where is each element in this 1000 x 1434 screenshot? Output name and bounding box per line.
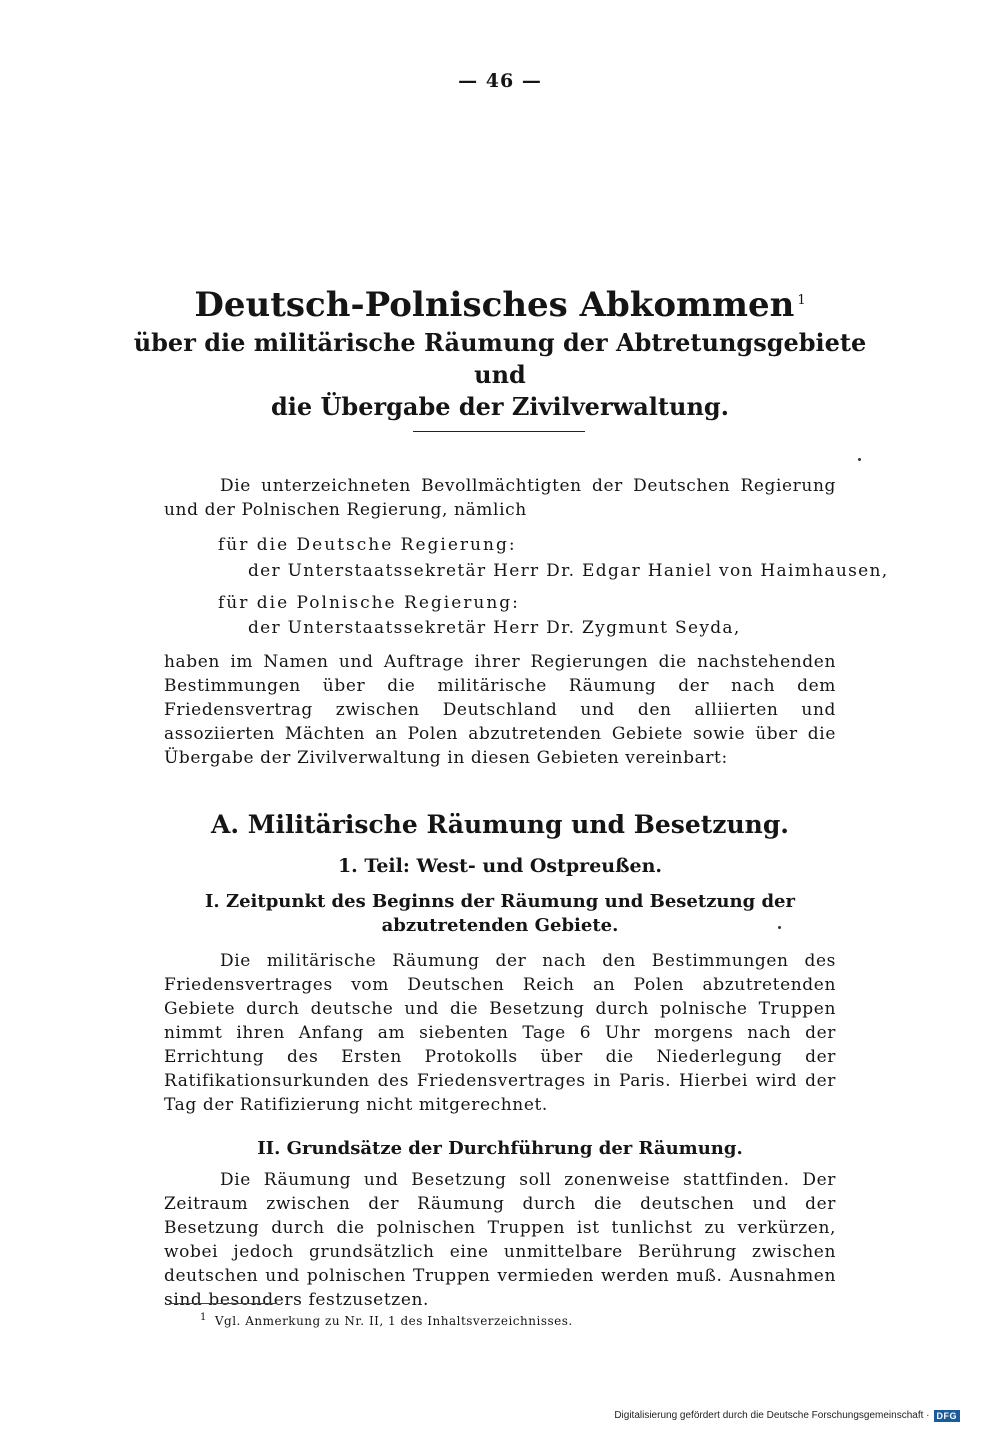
document-title-text: Deutsch-Polnisches Abkommen — [194, 285, 795, 325]
credit-text: Digitalisierung gefördert durch die Deutsche Forschungsgemeinschaft · — [614, 1410, 930, 1421]
title-block — [110, 283, 890, 423]
part-1-heading: 1. Teil: West- und Ostpreußen. — [337, 855, 663, 877]
section-a-heading: A. Militärische Räumung und Besetzung. — [210, 810, 789, 839]
intro-paragraph: Die unterzeichneten Bevollmächtigten der Deutschen Regierung und der Polnischen Regierung, nämlich — [164, 476, 836, 520]
subsection-i-heading-line-1: I. Zeitpunkt des Beginns der Räumung und Besetzung der — [205, 891, 795, 912]
footnote-text: Vgl. Anmerkung zu Nr. II, 1 des Inhaltsverzeichnisses. — [214, 1314, 573, 1328]
document-title — [110, 283, 890, 327]
subsection-ii-paragraph: Die Räumung und Besetzung soll zonenweise stattfinden. Der Zeitraum zwischen der Räumung durch die deutschen und der Besetzung durch die polnischen Truppen ist tunlichst zu verkürzen, wobei jedoch grundsätzlich eine unmittelbare Berührung zwischen deutschen und polnischen Truppen vermieden werden muß. Ausnahmen sind besonders festzusetzen. — [164, 1170, 836, 1310]
party-1-representative: der Unterstaatssekretär Herr Dr. Edgar Haniel von Haimhausen, — [248, 561, 889, 581]
document-subtitle-line-2: die Übergabe der Zivilverwaltung. — [270, 392, 730, 421]
subsection-i-paragraph: Die militärische Räumung der nach den Bestimmungen des Friedensvertrages vom Deutschen Reich an Polen abzutretenden Gebiete durch deutsche und die Besetzung durch polnische Truppen nimmt ihren Anfang am siebenten Tage 6 Uhr morgens nach der Errichtung des Ersten Protokolls über die Niederlegung der Ratifikationsurkunden des Friedensvertrages in Paris. Hierbei wird der Tag der Ratifizierung nicht mitgerechnet. — [164, 951, 836, 1115]
footnote-marker: 1 — [200, 1312, 207, 1323]
document-subtitle-line-1: über die militärische Räumung der Abtretungsgebiete und — [133, 328, 867, 389]
subsection-ii-heading: II. Grundsätze der Durchführung der Räumung. — [257, 1138, 743, 1159]
title-footnote-marker: 1 — [797, 293, 806, 308]
digitization-credit — [614, 1409, 960, 1423]
intro-closing-paragraph: haben im Namen und Auftrage ihrer Regierungen die nachstehenden Bestimmungen über die militärische Räumung der nach dem Friedensvertrag zwischen Deutschland und den alliierten und assoziierten Mächten an Polen abzutretenden Gebiete sowie über die Übergabe der Zivilverwaltung in diesen Gebieten vereinbart: — [164, 652, 836, 768]
subsection-i-heading-line-2: abzutretenden Gebiete. — [381, 915, 619, 936]
stray-dot — [858, 458, 861, 461]
party-1-label: für die Deutsche Regierung: — [218, 535, 517, 555]
title-divider — [413, 431, 585, 432]
footnote-divider — [169, 1303, 277, 1304]
party-2-representative: der Unterstaatssekretär Herr Dr. Zygmunt Seyda, — [248, 618, 741, 638]
page-number: — 46 — — [458, 70, 542, 92]
dfg-logo-icon: DFG — [934, 1410, 961, 1422]
party-2-label: für die Polnische Regierung: — [218, 593, 520, 613]
footnote — [200, 1309, 573, 1330]
subsection-i-heading — [0, 890, 1000, 938]
